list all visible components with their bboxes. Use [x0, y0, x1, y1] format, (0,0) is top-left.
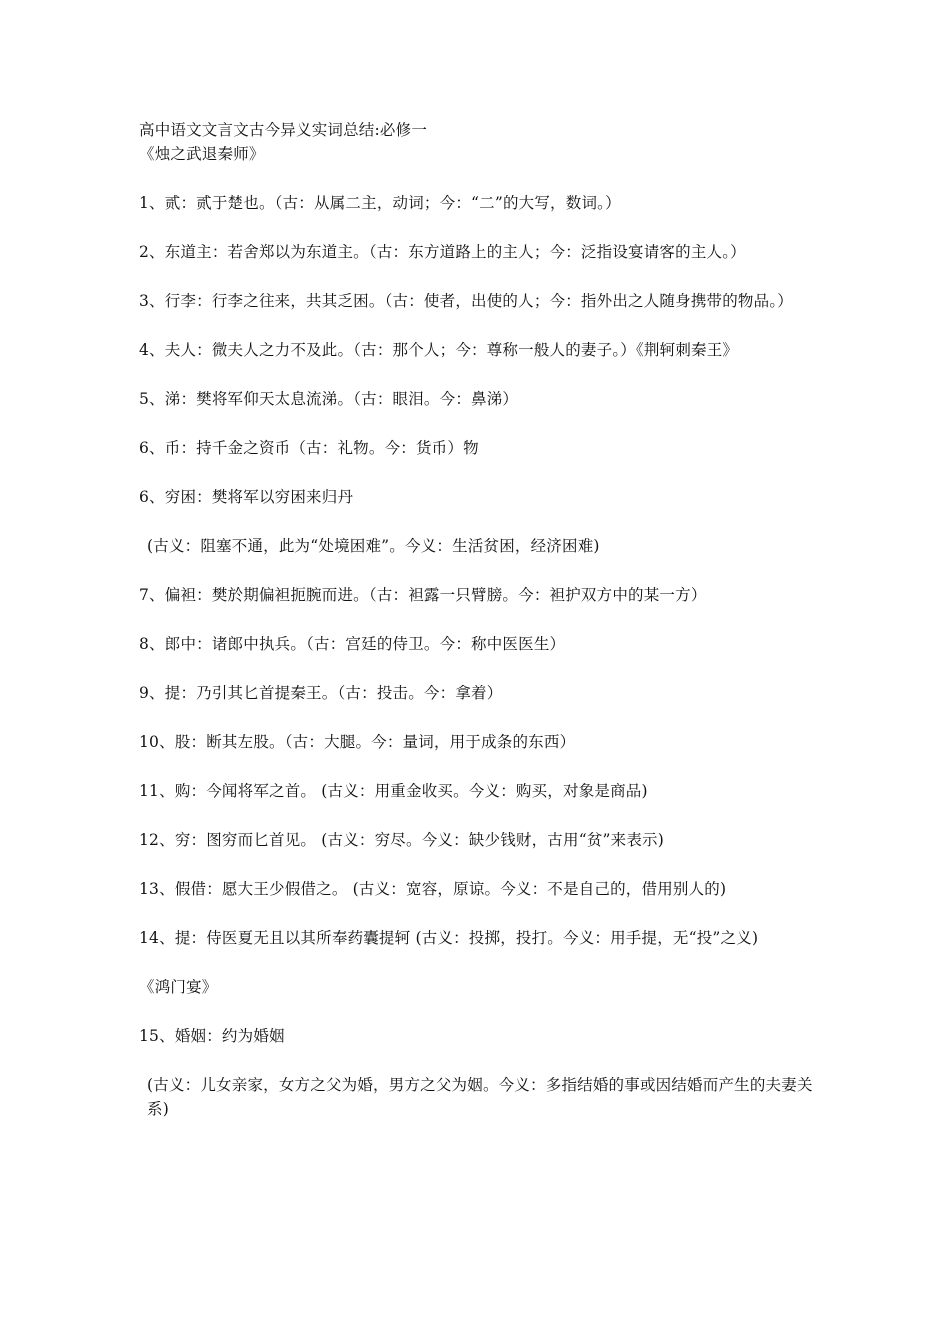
list-item: 5、涕：樊将军仰天太息流涕。（古：眼泪。今：鼻涕）: [139, 390, 519, 408]
list-item: 6、币：持千金之资币（古：礼物。今：货币）物: [139, 439, 479, 457]
list-item: 1、贰：贰于楚也。（古：从属二主，动词；今：“二”的大写，数词。）: [139, 194, 621, 212]
list-item: 10、股：断其左股。（古：大腿。今：量词，用于成条的东西）: [139, 733, 576, 751]
list-item: 13、假借：愿大王少假借之。 (古义：宽容，原谅。今义：不是自己的，借用别人的): [139, 880, 727, 898]
section-title-zhuzhiwu: 《烛之武退秦师》: [139, 145, 265, 163]
list-item: 15、婚姻：约为婚姻: [139, 1027, 285, 1045]
list-item: 11、购：今闻将军之首。 (古义：用重金收买。今义：购买，对象是商品): [139, 782, 648, 800]
list-item: 12、穷：图穷而匕首见。 (古义：穷尽。今义：缺少钱财，古用“贫”来表示): [139, 831, 664, 849]
list-item: 4、夫人：微夫人之力不及此。（古：那个人；今：尊称一般人的妻子。）《荆轲刺秦王》: [139, 341, 739, 359]
list-item: 3、行李：行李之往来，共其乏困。（古：使者，出使的人；今：指外出之人随身携带的物品。）: [139, 292, 793, 310]
section-title-hongmenyan: 《鸿门宴》: [139, 978, 218, 996]
list-item-note: (古义：阻塞不通，此为“处境困难”。今义：生活贫困，经济困难): [147, 537, 600, 555]
list-item: 14、提：侍医夏无且以其所奉药囊提轲 (古义：投掷，投打。今义：用手提，无“投”之义): [139, 929, 759, 947]
list-item: 9、提：乃引其匕首提秦王。（古：投击。今：拿着）: [139, 684, 503, 702]
list-item: 6、穷困：樊将军以穷困来归丹: [139, 488, 354, 506]
document-title: 高中语文文言文古今异义实词总结:必修一: [139, 121, 428, 139]
list-item-note: (古义：儿女亲家，女方之父为婚，男方之父为姻。今义：多指结婚的事或因结婚而产生的夫妻关系): [147, 1076, 813, 1118]
document-body: [139, 118, 819, 1146]
list-item: 8、郎中：诸郎中执兵。（古：宫廷的侍卫。今：称中医医生）: [139, 635, 566, 653]
list-item: 2、东道主：若舍郑以为东道主。（古：东方道路上的主人；今：泛指设宴请客的主人。）: [139, 243, 746, 261]
list-item: 7、偏袒：樊於期偏袒扼腕而进。（古：袒露一只臂膀。今：袒护双方中的某一方）: [139, 586, 707, 604]
